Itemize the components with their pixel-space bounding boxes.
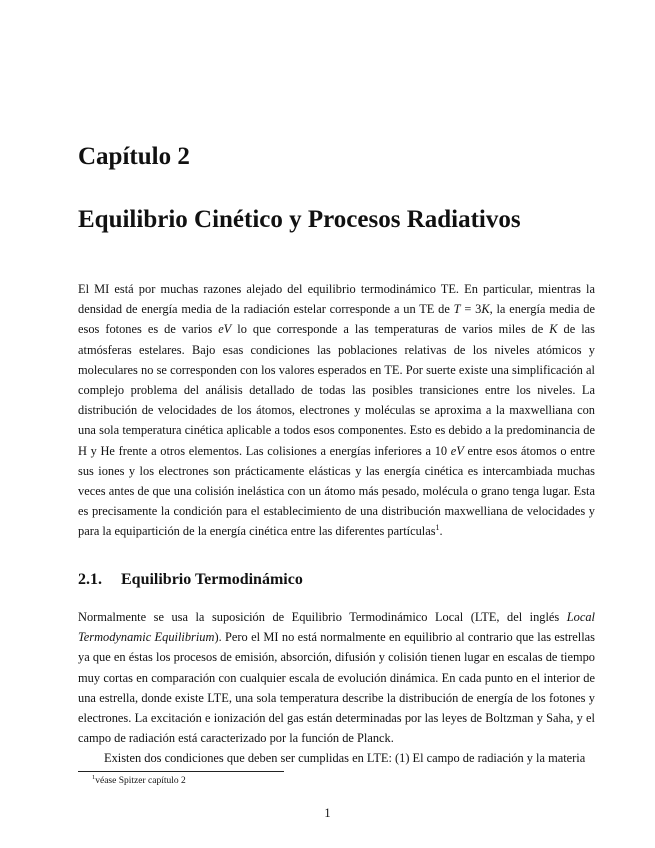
footnote — [92, 775, 186, 788]
paragraph-conditions: Existen dos condiciones que deben ser cumplidas en LTE: (1) El campo de radiación y la materia — [104, 751, 586, 765]
text-run: , la energía media de esos fotones es de varios — [78, 302, 595, 337]
footnote-mark: 1 — [92, 773, 96, 781]
text-run: . — [439, 524, 443, 539]
text-run: de las atmósferas estelares. Bajo esas condiciones las poblaciones relativas de los niveles atómicos y moleculares no se corresponden con los valores esperados en TE. Por suerte existe una simplificación al complejo problema del análisis detallado de todas las posibles transiciones entre los niveles. La distribución de velocidades de los átomos, electrones y moléculas se aproxima a la maxwelliana con una sola temperatura cinética aplicable a todos esos componentes. Esto es debido a la predominancia de H y He frente a otros elementos. Las colisiones a energías inferiores a 10 — [78, 322, 595, 458]
text-run: El MI está por muchas razones alejado del equilibrio termodinámico TE. En particular, mientras la densidad de energía media de la radiación estelar corresponde a un TE de — [78, 282, 595, 317]
text-run: entre esos átomos o entre sus iones y los electrones son prácticamente elásticas y las energía cinética es intercambiada muchas veces antes de que una colisión inelástica con un átomo más pesado, molécula o grano tenga lugar. Esta es precisamente la condición para el establecimiento de una distribución maxwelliana de velocidades y para la equipartición de la energía cinética entre las diferentes partículas — [78, 443, 595, 539]
footnote-rule — [78, 771, 284, 772]
footnote-reference[interactable]: 1 — [435, 523, 440, 533]
page-number: 1 — [324, 806, 331, 820]
paragraph-intro — [78, 279, 595, 542]
text-run: = 3 — [460, 302, 482, 317]
text-run: Normalmente se usa la suposición de Equilibrio Termodinámico Local (LTE, del inglés — [78, 610, 567, 624]
paragraph-lte — [78, 607, 595, 748]
emphasis-text: Local Termodynamic Equilibrium — [78, 610, 595, 645]
text-run: lo que corresponde a las temperaturas de varios miles de — [231, 322, 550, 337]
math-variable: eV — [218, 322, 232, 337]
section-heading — [78, 569, 303, 591]
math-variable: T — [453, 302, 461, 317]
text-run: ). Pero el MI no está normalmente en equilibrio al contrario que las estrellas ya que en éstas los procesos de emisión, absorción, difusión y colisión tienen lugar en escalas de tiempo muy cortas en comparación con cualquier escala de evolución dinámica. En cada punto en el interior de una estrella, donde existe LTE, una sola temperatura describe la distribución de energía de los fotones y electrones. La excitación e ionización del gas están determinadas por las leyes de Boltzman y Saha, y el campo de radiación está caracterizado por la función de Planck. — [78, 630, 595, 746]
section-title: Equilibrio Termodinámico — [121, 571, 303, 588]
chapter-title: Equilibrio Cinético y Procesos Radiativos — [78, 206, 521, 233]
section-number: 2.1. — [78, 571, 102, 588]
footnote-text: véase Spitzer capítulo 2 — [95, 776, 186, 786]
math-variable: K — [481, 302, 490, 317]
chapter-label: Capítulo 2 — [78, 143, 190, 170]
math-variable: eV — [450, 443, 464, 458]
math-variable: K — [549, 322, 558, 337]
